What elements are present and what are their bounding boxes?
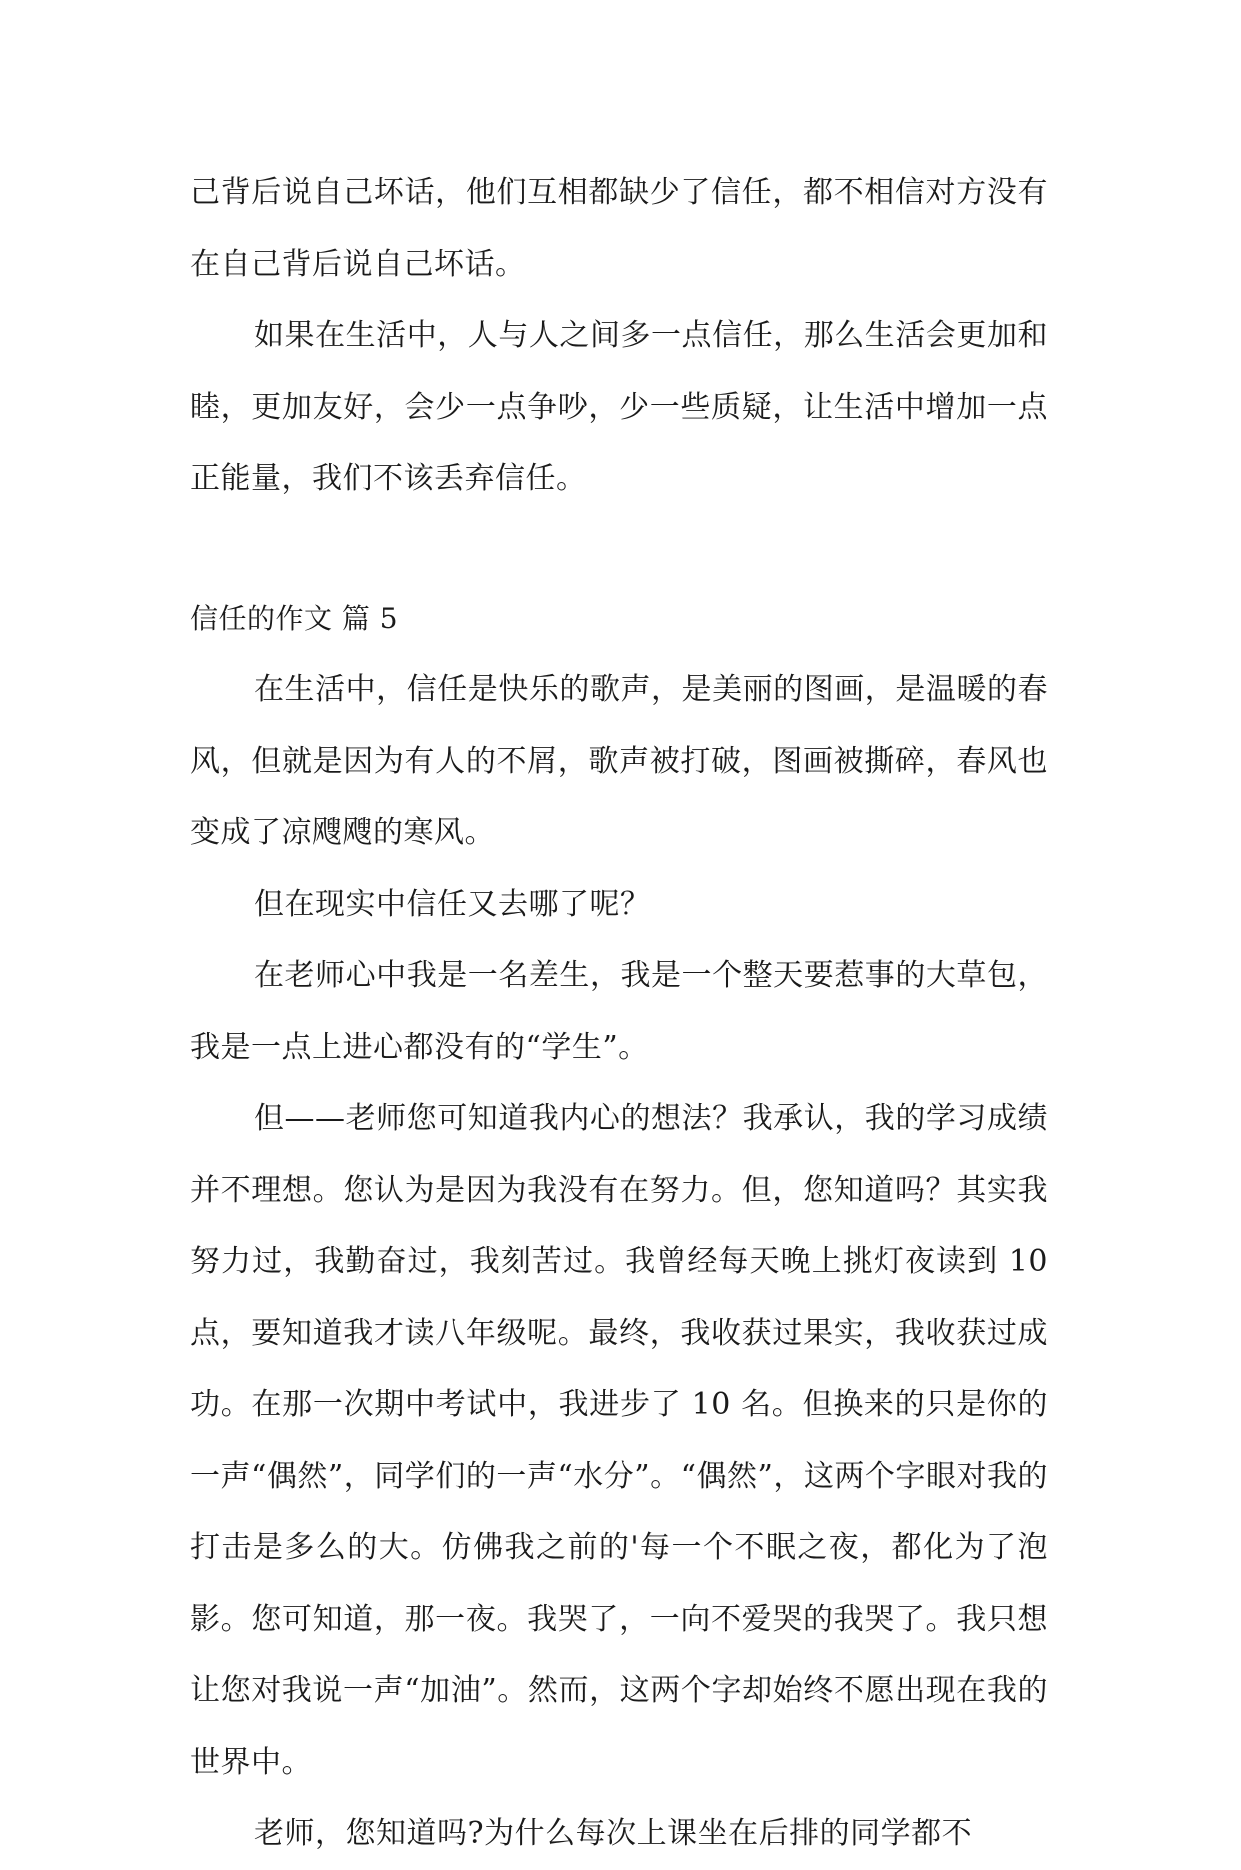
document-body bbox=[190, 157, 1048, 1870]
paragraph: 如果在生活中，人与人之间多一点信任，那么生活会更加和睦，更加友好，会少一点争吵，少一些质疑，让生活中增加一点正能量，我们不该丢弃信任。 bbox=[190, 318, 1048, 496]
paragraph: 但在现实中信任又去哪了呢？ bbox=[254, 886, 651, 922]
paragraph: 但——老师您可知道我内心的想法？我承认，我的学习成绩并不理想。您认为是因为我没有在努力。但，您知道吗？其实我努力过，我勤奋过，我刻苦过。我曾经每天晚上挑灯夜读到 10 点，要知道我才读八年级呢。最终，我收获过果实，我收获过成功。在那一次期中考试中，我进步了 10 名。但换来的只是你的一声“偶然”，同学们的一声“水分”。“偶然”，这两个字眼对我的打击是多么的大。仿佛我之前的'每一个不眠之夜，都化为了泡影。您可知道，那一夜。我哭了，一向不爱哭的我哭了。我只想让您对我说一声“加油”。然而，这两个字却始终不愿出现在我的世界中。 bbox=[190, 1101, 1048, 1780]
section-heading: 信任的作文 篇 5 bbox=[190, 601, 399, 635]
paragraph: 在生活中，信任是快乐的歌声，是美丽的图画，是温暖的春风，但就是因为有人的不屑，歌声被打破，图画被撕碎，春风也变成了凉飕飕的寒风。 bbox=[190, 672, 1048, 850]
continuation-paragraph: 己背后说自己坏话，他们互相都缺少了信任，都不相信对方没有在自己背后说自己坏话。 bbox=[190, 175, 1048, 282]
paragraph: 在老师心中我是一名差生，我是一个整天要惹事的大草包，我是一点上进心都没有的“学生”。 bbox=[190, 958, 1048, 1065]
paragraph: 老师，您知道吗?为什么每次上课坐在后排的同学都不 bbox=[254, 1816, 973, 1851]
